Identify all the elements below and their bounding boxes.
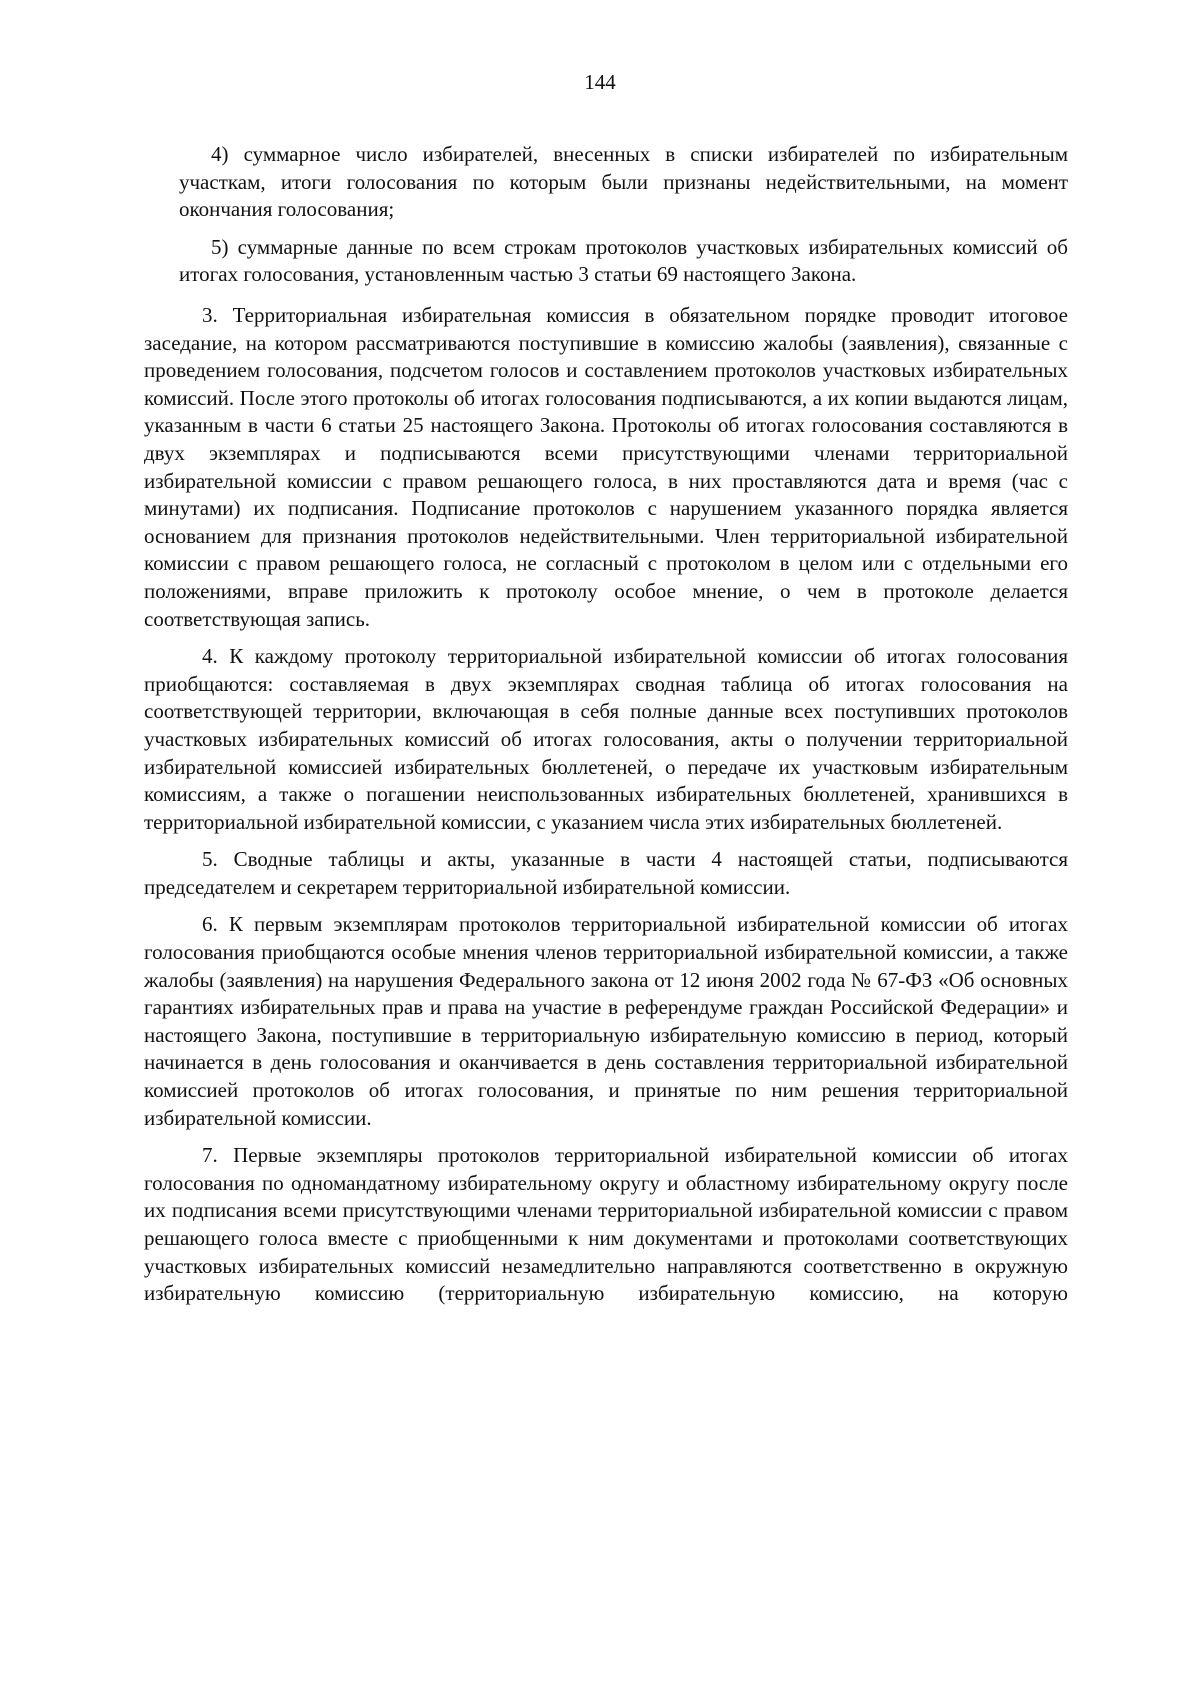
paragraph-7: 7. Первые экземпляры протоколов территориальной избирательной комиссии об итогах голосования по одномандатному избирательному округу и областному избирательному округу после их подписания всеми присутствующими членами территориальной избирательной комиссии с правом решающего голоса вместе с приобщенными к ним документами и протоколами соответствующих участковых избирательных комиссий незамедлительно направляются соответственно в окружную избирательную комиссию (территориальную избирательную комиссию, на которую — [144, 1143, 1068, 1306]
paragraph-6: 6. К первым экземплярам протоколов территориальной избирательной комиссии об итогах голосования приобщаются особые мнения членов территориальной избирательной комиссии, а также жалобы (заявления) на нарушения Федерального закона от 12 июня 2002 года № 67-ФЗ «Об основных гарантиях избирательных прав и права на участие в референдуме граждан Российской Федерации» и настоящего Закона, поступившие в территориальную избирательную комиссию в период, который начинается в день голосования и оканчивается в день составления территориальной избирательной комиссией протоколов об итогах голосования, и принятые по ним решения территориальной избирательной комиссии. — [144, 912, 1068, 1130]
sub-item-4: 4) суммарное число избирателей, внесенных в списки избирателей по избирательным участкам, итоги голосования по которым были признаны недействительными, на момент окончания голосования; — [179, 142, 1068, 222]
paragraph-5: 5. Сводные таблицы и акты, указанные в части 4 настоящей статьи, подписываются председателем и секретарем территориальной избирательной комиссии. — [144, 847, 1068, 899]
paragraph-3: 3. Территориальная избирательная комиссия в обязательном порядке проводит итоговое заседание, на котором рассматриваются поступившие в комиссию жалобы (заявления), связанные с проведением голосования, подсчетом голосов и составлением протоколов участковых избирательных комиссий. После этого протоколы об итогах голосования подписываются, а их копии выдаются лицам, указанным в части 6 статьи 25 настоящего Закона. Протоколы об итогах голосования составляются в двух экземплярах и подписываются всеми присутствующими членами территориальной избирательной комиссии с правом решающего голоса, в них проставляются дата и время (час с минутами) их подписания. Подписание протоколов с нарушением указанного порядка является основанием для признания протоколов недействительными. Член территориальной избирательной комиссии с правом решающего голоса, не согласный с протоколом в целом или с отдельными его положениями, вправе приложить к протоколу особое мнение, о чем в протоколе делается соответствующая запись. — [144, 303, 1068, 631]
page-number: 144 — [584, 70, 616, 94]
paragraphs-block — [144, 302, 1068, 1308]
sub-item-5: 5) суммарные данные по всем строкам протоколов участковых избирательных комиссий об итогах голосования, установленным частью 3 статьи 69 настоящего Закона. — [179, 234, 1068, 287]
sub-items-block — [179, 141, 1068, 289]
paragraph-4: 4. К каждому протоколу территориальной избирательной комиссии об итогах голосования приобщаются: составляемая в двух экземплярах сводная таблица об итогах голосования на соответствующей территории, включающая в себя полные данные всех поступивших протоколов участковых избирательных комиссий об итогах голосования, акты о получении территориальной избирательной комиссией избирательных бюллетеней, о передаче их участковым избирательным комиссиям, а также о погашении неиспользованных избирательных бюллетеней, хранившихся в территориальной избирательной комиссии, с указанием числа этих избирательных бюллетеней. — [144, 644, 1068, 834]
